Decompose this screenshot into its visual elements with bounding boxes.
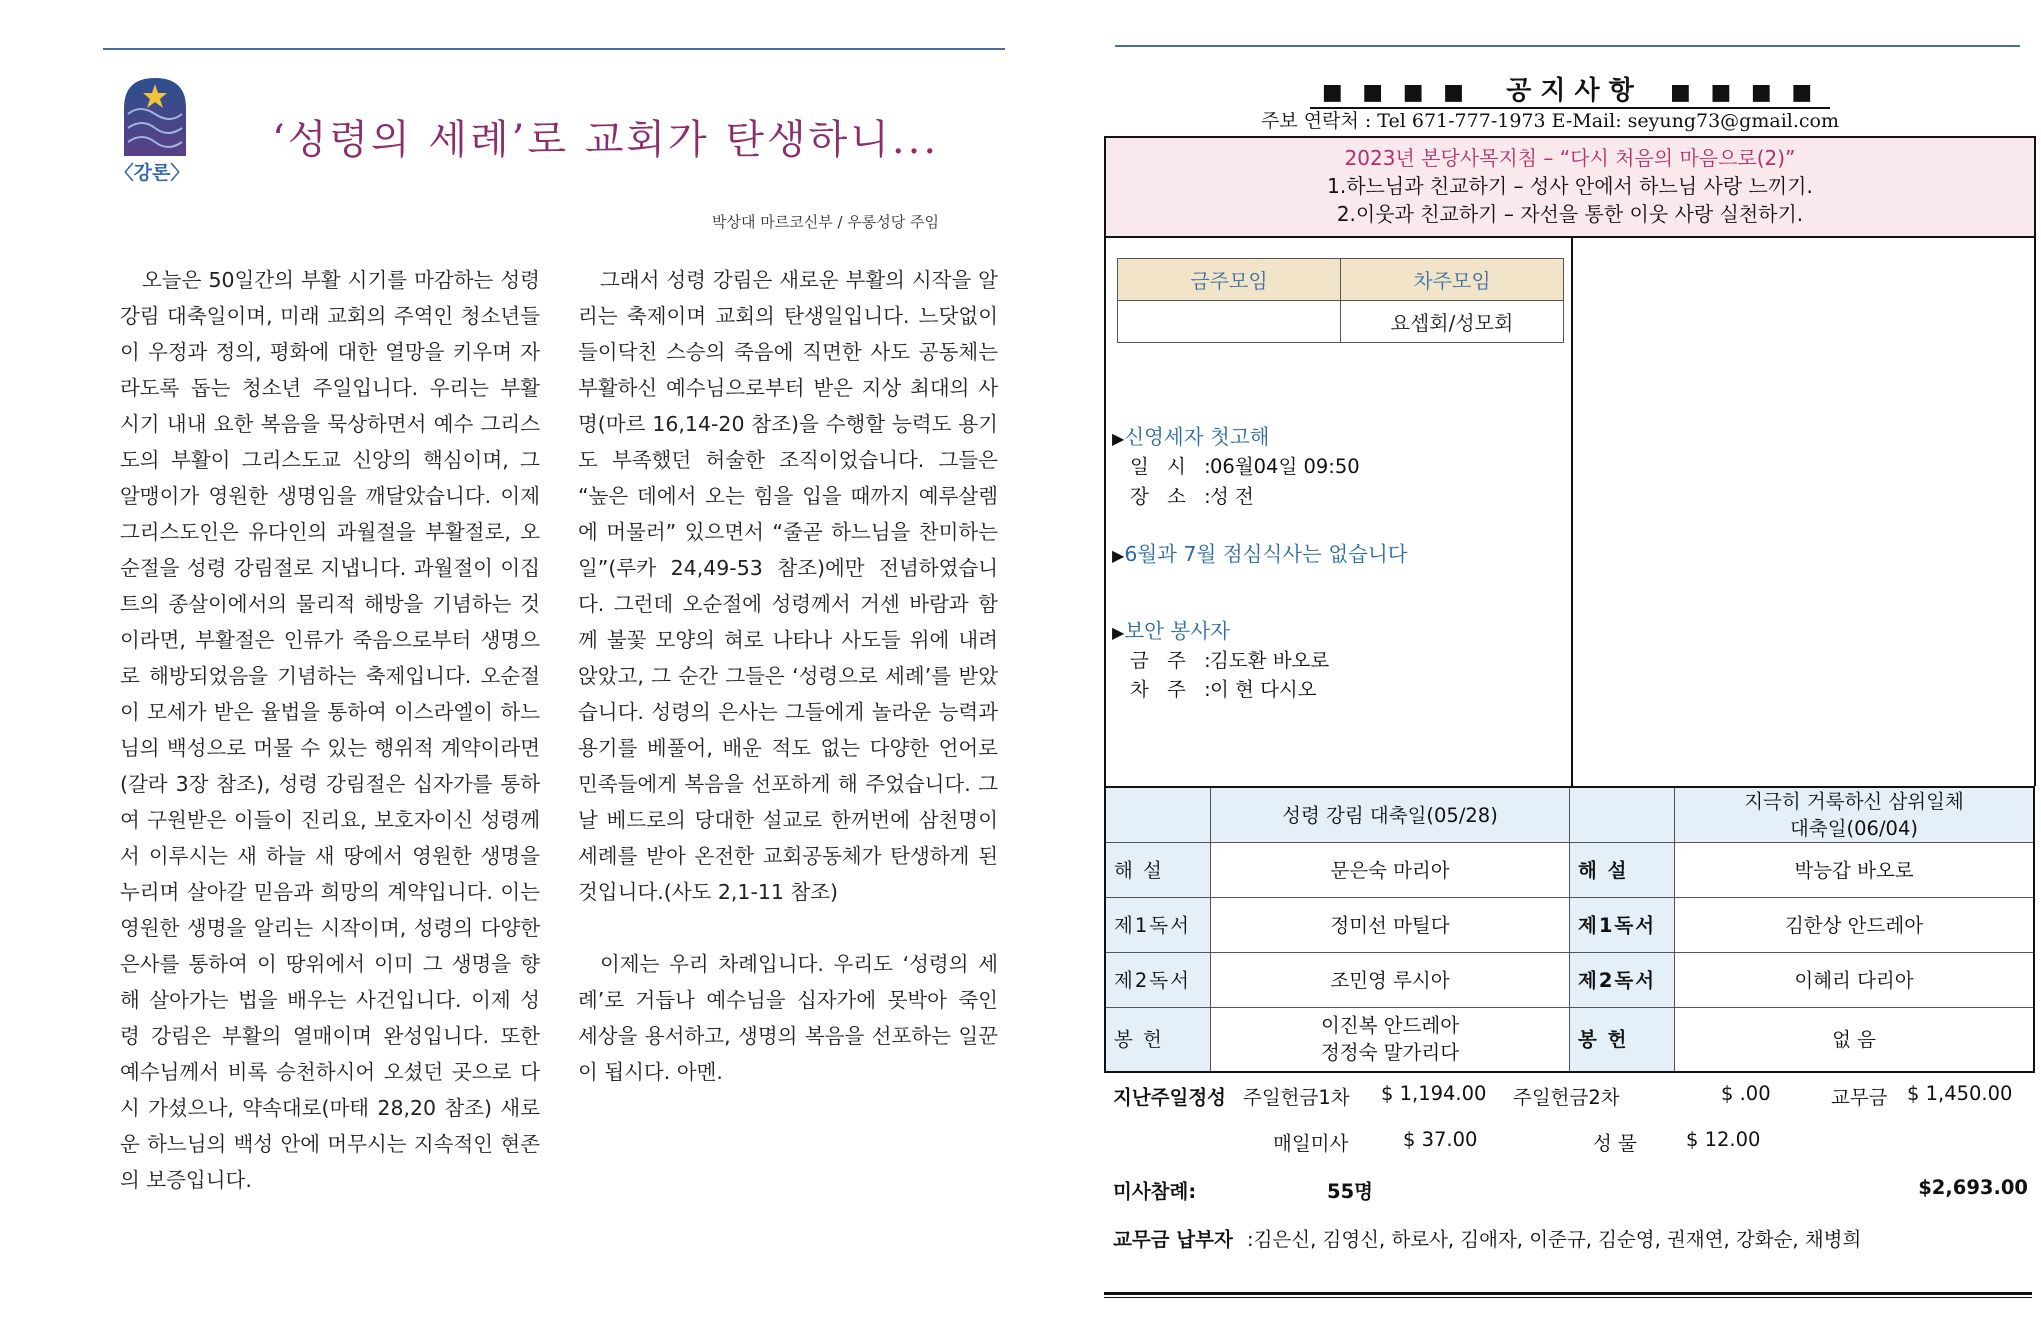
offering-total: $2,693.00 (1918, 1176, 2028, 1199)
left-top-rule (103, 48, 1005, 50)
triangle-bullet-icon: ▶ (1112, 429, 1125, 448)
role-label: 제1독서 (1105, 898, 1211, 953)
lunch-notice (1112, 537, 1408, 567)
pastoral-guideline-box (1104, 136, 2036, 238)
article-paragraph: 오늘은 50일간의 부활 시기를 마감하는 성령 강림 대축일이며, 미래 교회의 주역인 청소년들이 우정과 정의, 평화에 대한 열망을 키우며 자라도록 돕는 청소년 주일입니다. 우리는 부활 시기 내내 요한 복음을 묵상하면서 예수 그리스도의 부활이 그리스도교 신앙의 핵심이며, 그 알맹이가 영원한 생명임을 깨달았습니다. 이제 그리스도인은 유다인의 과월절을 부활절로, 오순절을 성령 강림절로 지냅니다. 과월절이 이집트의 종살이에서의 물리적 해방을 기념하는 것이라면, 부활절은 인류가 죽음으로부터 생명으로 해방되었음을 기념하는 축제입니다. 오순절이 모세가 받은 율법을 통하여 이스라엘이 하느님의 백성으로 머물 수 있는 행위적 계약이라면(갈라 3장 참조), 성령 강림절은 십자가를 통하여 구원받은 이들이 진리요, 보호자이신 성령께서 이루시는 새 하늘 새 땅에서 영원한 생명을 누리며 살아갈 믿음과 희망의 계약입니다. 이는 영원한 생명을 알리는 시작이며, 성령의 다양한 은사를 통하여 이 땅위에서 이미 그 생명을 향해 살아가는 법을 배우는 사건입니다. 이제 성령 강림은 부활의 열매이며 완성입니다. 또한 예수님께서 비록 승천하시어 오셨던 곳으로 다시 가셨으나, 약속대로(마태 28,20 참조) 새로운 하느님의 백성 안에 머무시는 지속적인 현존의 보증입니다. (120, 268, 540, 1192)
goods-label: 성 물 (1593, 1132, 1637, 1155)
confession-date-value: 06월04일 09:50 (1210, 455, 1360, 478)
liturgy-header-blank (1570, 787, 1675, 843)
table-row (1105, 843, 2034, 898)
payers-list: :김은신, 김영신, 하로사, 김애자, 이준규, 김순영, 권재연, 강화순, 채병희 (1247, 1228, 1862, 1251)
pastoral-item: 2.이웃과 친교하기 – 자선을 통한 이웃 사랑 실천하기. (1336, 202, 1804, 226)
offering-row (1113, 1224, 2028, 1270)
role-label: 봉 헌 (1105, 1008, 1211, 1072)
notice-right-panel (1571, 236, 2036, 786)
article-title: ‘성령의 세례’로 교회가 탄생하니... (272, 117, 940, 163)
bottom-rule (1104, 1297, 2032, 1298)
offering-row (1113, 1176, 2028, 1222)
liturgy-day2-line: 대축일(06/04) (1790, 817, 1918, 840)
role-person (1211, 1008, 1570, 1072)
confession-place (1130, 481, 1254, 509)
offering-row (1113, 1082, 2028, 1128)
stained-glass-icon (120, 74, 190, 156)
liturgy-table (1104, 786, 2035, 1073)
liturgy-header-row (1105, 787, 2034, 843)
pastoral-item: 1.하느님과 친교하기 – 성사 안에서 하느님 사랑 느끼기. (1327, 174, 1813, 198)
homily-logo (114, 74, 190, 184)
right-top-rule (1115, 45, 2020, 47)
next-week-meeting-value: 요셉회/성모회 (1341, 301, 1564, 343)
liturgy-day2-header (1675, 787, 2035, 843)
role-label: 제1독서 (1570, 898, 1675, 953)
square-decoration-icon: ■ ■ ■ ■ (1670, 80, 1819, 105)
this-week-meeting-value (1118, 301, 1341, 343)
daily-mass-label: 매일미사 (1273, 1132, 1349, 1155)
security-next-week (1130, 674, 1317, 702)
notice-heading (1310, 70, 1830, 109)
role-person: 박능갑 바오로 (1675, 843, 2035, 898)
this-week-meeting-header: 금주모임 (1118, 259, 1341, 301)
meeting-table (1117, 258, 1564, 343)
role-person-line: 이진복 안드레아 (1320, 1014, 1460, 1038)
security-next-week-label: 차 주 : (1130, 678, 1217, 701)
role-person-line: 정정숙 말가리다 (1320, 1041, 1460, 1065)
attendance-label: 미사참례: (1113, 1180, 1197, 1203)
role-label: 해 설 (1570, 843, 1675, 898)
security-next-week-value: 이 현 다시오 (1210, 678, 1317, 701)
notice-title: 공 지 사 항 (1506, 76, 1634, 106)
role-person: 정미선 마틸다 (1211, 898, 1570, 953)
security-title (1112, 614, 1230, 644)
article-paragraph: 그래서 성령 강림은 새로운 부활의 시작을 알리는 축제이며 교회의 탄생일입니다. 느닷없이 들이닥친 스승의 죽음에 직면한 사도 공동체는 부활하신 예수님으로부터 받은 지상 최대의 사명(마르 16,14-20 참조)을 수행할 능력도 용기도 부족했던 허술한 조직이었습니다. 그들은 “높은 데에서 오는 힘을 입을 때까지 예루살렘에 머물러” 있으면서 “줄곧 하느님을 찬미하는 일”(루카 24,49-53 참조)에만 전념하였습니다. 그런데 오순절에 성령께서 거센 바람과 함께 불꽃 모양의 혀로 나타나 사도들 위에 내려앉았고, 그 순간 그들은 ‘성령으로 세례’를 받았습니다. 성령의 은사는 그들에게 놀라운 능력과 용기를 베풀어, 배운 적도 없는 다양한 언어로 민족들에게 복음을 선포하게 해 주었습니다. 그날 베드로의 당대한 설교로 한꺼번에 삼천명이 세례를 받아 온전한 교회공동체가 탄생하게 된 것입니다.(사도 2,1-11 참조) (578, 268, 998, 904)
table-row (1105, 953, 2034, 1008)
confession-date (1130, 451, 1360, 479)
liturgy-header-blank (1105, 787, 1211, 843)
security-this-week-value: 김도환 바오로 (1210, 649, 1330, 672)
table-row (1105, 1008, 2034, 1072)
role-person: 이혜리 다리아 (1675, 953, 2035, 1008)
confession-place-label: 장 소 : (1130, 485, 1217, 508)
goods-value: $ 12.00 (1686, 1128, 1761, 1151)
education-fee-label: 교무금 (1831, 1086, 1888, 1109)
pastoral-title: 2023년 본당사목지침 – “다시 처음의 마음으로(2)” (1344, 146, 1796, 170)
role-person: 김한상 안드레아 (1675, 898, 2035, 953)
payers-label: 교무금 납부자 (1113, 1228, 1233, 1251)
article-byline: 박상대 마르코신부 / 우롱성당 주임 (712, 213, 939, 231)
offering-row (1113, 1128, 2028, 1174)
role-person: 조민영 루시아 (1211, 953, 1570, 1008)
role-label: 제2독서 (1570, 953, 1675, 1008)
confession-title-text: 신영세자 첫고해 (1124, 425, 1270, 449)
next-week-meeting-header: 차주모임 (1341, 259, 1564, 301)
lunch-notice-text: 6월과 7월 점심식사는 없습니다 (1124, 542, 1408, 566)
first-collection-value: $ 1,194.00 (1381, 1082, 1487, 1105)
confession-place-value: 성 전 (1210, 485, 1254, 508)
triangle-bullet-icon: ▶ (1112, 623, 1125, 642)
bottom-rule (1104, 1292, 2032, 1295)
triangle-bullet-icon: ▶ (1112, 546, 1125, 565)
confession-title (1112, 420, 1269, 450)
liturgy-day2-line: 지극히 거룩하신 삼위일체 (1744, 790, 1964, 813)
bulletin-contact: 주보 연락처 : Tel 671-777-1973 E-Mail: seyung73@gmail.com (1261, 110, 1839, 132)
first-collection-label: 주일헌금1차 (1243, 1086, 1350, 1109)
square-decoration-icon: ■ ■ ■ ■ (1321, 80, 1470, 105)
attendance-value: 55명 (1327, 1180, 1373, 1203)
liturgy-day1-header: 성령 강림 대축일(05/28) (1211, 787, 1570, 843)
article-paragraph: 이제는 우리 차례입니다. 우리도 ‘성령의 세례’로 거듭나 예수님을 십자가에 못박아 죽인 세상을 용서하고, 생명의 복음을 선포하는 일꾼이 됩시다. 아멘. (578, 952, 998, 1084)
table-row (1105, 898, 2034, 953)
confession-date-label: 일 시 : (1130, 455, 1217, 478)
security-title-text: 보안 봉사자 (1124, 619, 1230, 643)
role-label: 해 설 (1105, 843, 1211, 898)
security-this-week (1130, 645, 1329, 673)
education-fee-value: $ 1,450.00 (1907, 1082, 2013, 1105)
second-collection-label: 주일헌금2차 (1513, 1086, 1620, 1109)
role-label: 봉 헌 (1570, 1008, 1675, 1072)
role-person: 문은숙 마리아 (1211, 843, 1570, 898)
security-this-week-label: 금 주 : (1130, 649, 1217, 672)
role-person: 없 음 (1675, 1008, 2035, 1072)
article-column-1 (120, 262, 540, 1198)
daily-mass-value: $ 37.00 (1403, 1128, 1478, 1151)
offering-section (1113, 1082, 2028, 1270)
offering-label: 지난주일정성 (1113, 1086, 1227, 1109)
article-column-2 (578, 262, 998, 1090)
second-collection-value: $ .00 (1721, 1082, 1771, 1105)
role-label: 제2독서 (1105, 953, 1211, 1008)
homily-badge: 〈강론〉 (114, 162, 190, 184)
